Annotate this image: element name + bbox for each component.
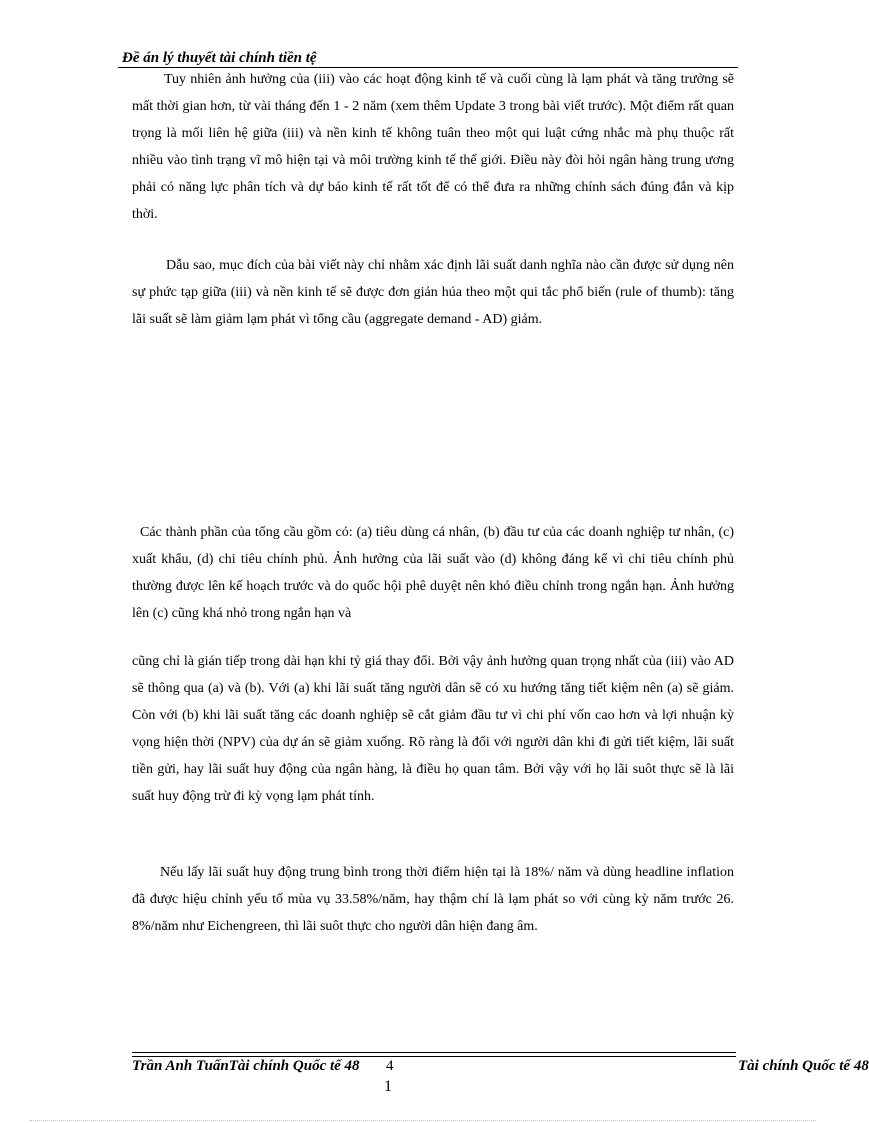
document-header-title: Đề án lý thuyết tài chính tiền tệ <box>122 50 317 66</box>
footer-divider <box>132 1052 736 1057</box>
paragraph-3: Các thành phần của tổng cầu gồm có: (a) tiêu dùng cá nhân, (b) đầu tư của các doanh nghiệp tư nhân, (c) xuất khẩu, (d) chi tiêu chính phủ. Ảnh hưởng của lãi suất vào (d) không đáng kể vì chi tiêu chính phủ thường được lên kế hoạch trước và do quốc hội phê duyệt nên khó điều chỉnh trong ngắn hạn. Ảnh hưởng lên (c) cũng khá nhỏ trong ngắn hạn và <box>132 525 734 621</box>
footer-page-small: 4 <box>386 1058 394 1074</box>
paragraph-5: Nếu lấy lãi suất huy động trung bình trong thời điểm hiện tại là 18%/ năm và dùng headline inflation đã được hiệu chỉnh yếu tố mùa vụ 33.58%/năm, hay thậm chí là lạm phát so với cùng kỳ năm trước 26. 8%/năm như Eichengreen, thì lãi suôt thực cho người dân hiện đang âm. <box>132 865 734 934</box>
paragraph-2: Dẫu sao, mục đích của bài viết này chỉ nhằm xác định lãi suất danh nghĩa nào cần được sử dụng nên sự phức tạp giữa (iii) và nền kinh tế sẽ được đơn giản húa theo một qui tắc phổ biến (rule of thumb): tăng lãi suất sẽ làm giảm lạm phát vì tổng cầu (aggregate demand - AD) giảm. <box>132 258 734 327</box>
page-number: 1 <box>384 1078 392 1095</box>
paragraph-4: cũng chỉ là gián tiếp trong dài hạn khi tỷ giá thay đổi. Bởi vậy ảnh hưởng quan trọng nhất của (iii) vào AD sẽ thông qua (a) và (b). Với (a) khi lãi suất tăng người dân sẽ có xu hướng tăng tiết kiệm nên (a) sẽ giảm. Còn với (b) khi lãi suất tăng các doanh nghiệp sẽ cắt giảm đầu tư vì chi phí vốn cao hơn và lợi nhuận kỳ vọng hiện thời (NPV) của dự án sẽ giảm xuống. Rõ ràng là đối với người dân khi đi gửi tiết kiệm, lãi suất tiền gửi, hay lãi suất huy động của ngân hàng, là điều họ quan tâm. Bởi vậy với họ lãi suôt thực sẽ là lãi suất huy động trừ đi kỳ vọng lạm phát tính. <box>132 654 734 804</box>
paragraph-1: Tuy nhiên ảnh hưởng của (iii) vào các hoạt động kinh tế và cuối cùng là lạm phát và tăng trưởng sẽ mất thời gian hơn, từ vài tháng đến 1 - 2 năm (xem thêm Update 3 trong bài viết trước). Một điểm rất quan trọng là mối liên hệ giữa (iii) và nền kinh tế không tuân theo một qui luật cứng nhắc mà phụ thuộc rất nhiều vào tình trạng vĩ mô hiện tại và môi trường kinh tế thế giới. Điều này đòi hỏi ngân hàng trung ương phải có năng lực phân tích và dự báo kinh tế rất tốt để có thể đưa ra những chính sách đúng đắn và kịp thời. <box>132 72 734 222</box>
footer-author: Trần Anh TuấnTài chính Quốc tế 48 <box>132 1058 360 1074</box>
footer-right-text: Tài chính Quốc tế 48 <box>738 1058 869 1074</box>
page-bottom-border <box>30 1120 816 1121</box>
